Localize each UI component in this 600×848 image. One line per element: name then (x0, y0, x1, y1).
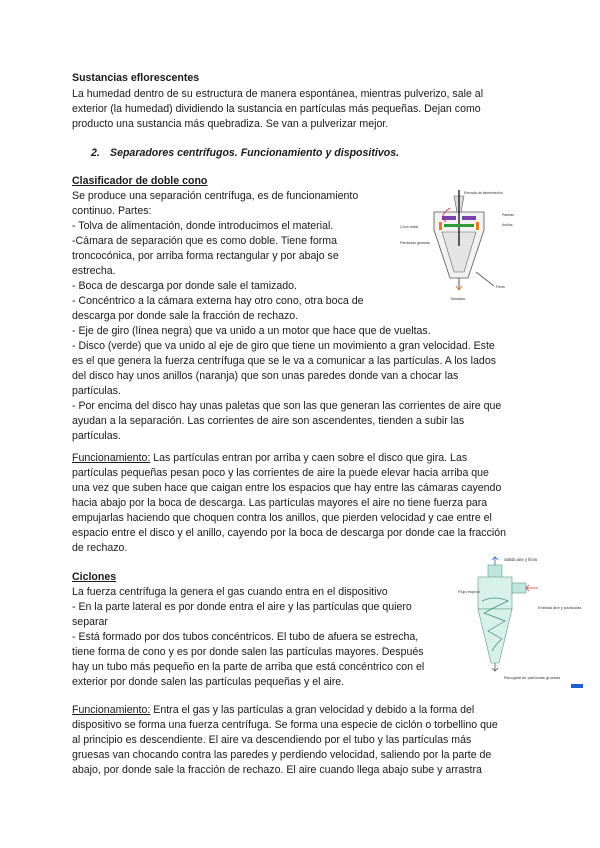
paragraph-line: estrecha. (72, 265, 116, 277)
paragraph-line: exterior (la humedad) dividiendo la sustancia en partículas más pequeñas. Dejan como (72, 103, 481, 115)
paragraph-line: producto una sustancia más quebradiza. Se van a pulverizar mejor. (72, 118, 389, 130)
inlet-shape (512, 583, 526, 593)
figure-label-left-mid: Partículas gruesas (400, 241, 430, 245)
section-number: 2. (91, 147, 100, 159)
fines-outlet-line (476, 272, 494, 286)
paragraph-line: descarga por donde sale la fracción de rechazo. (72, 310, 299, 322)
paragraph-line: es el que genera la fuerza centrífuga que se le va a comunicar a las partículas. A los lados (72, 355, 497, 367)
paragraph-line: -Cámara de separación que es como doble. Tiene forma (72, 235, 337, 247)
figure-label-right-mid: Anillos (502, 223, 513, 227)
paragraph-line: hay un tubo más pequeño en la parte de arriba que está concéntrico con el (72, 661, 425, 673)
figure-label-bottom: Tamizado (450, 297, 466, 301)
figure-label-right: Entrada aire y partículas (538, 605, 582, 610)
paragraph-line: Se produce una separación centrífuga, es de funcionamiento (72, 190, 359, 202)
paragraph-line: gruesas van chocando contra las paredes y perdiendo velocidad, saliendo por la parte de (72, 749, 492, 761)
paddle-right (462, 216, 476, 220)
figure-label-top: Entrada de alimentación (464, 191, 503, 195)
cyclone-figure (458, 555, 582, 690)
paragraph-line: empujarlas haciendo que choquen contra los anillos, que pierden velocidad y cae entre el (72, 512, 492, 524)
paragraph-line: - Está formado por dos tubos concéntricos. El tubo de afuera se estrecha, (72, 631, 419, 643)
paragraph-line: - Boca de descarga por donde sale el tamizado. (72, 280, 297, 292)
inlet-arrow-icon (526, 585, 538, 591)
paragraph-line: al principio es descendiente. El aire va descendiendo por el tubo y las partículas más (72, 734, 472, 746)
paragraph-line: abajo, por donde sale la fracción de rechazo. El aire cuando llega abajo sube y arrastra (72, 764, 482, 776)
ring-left (439, 222, 442, 230)
paragraph-line: partículas pequeñas pesan poco y las corrientes de aire la puede elevar hacia arriba que (72, 467, 489, 479)
paragraph-line: - Concéntrico a la cámara externa hay otro cono, otra boca de (72, 295, 364, 307)
paragraph-text: Las partículas entran por arriba y caen sobre el disco que gira. Las (150, 452, 468, 464)
figure-label-top: Salida aire y finos (504, 557, 538, 562)
paragraph-line (72, 703, 474, 718)
paragraph-line: partículas. (72, 430, 121, 442)
paragraph-line: de rechazo. (72, 542, 128, 554)
funcionamiento-label: Funcionamiento: (72, 704, 151, 716)
paragraph-line: una vez que suben hace que caigan entre los espacios que hay entre las cámaras cayendo (72, 482, 502, 494)
paragraph-line: La fuerza centrífuga la genera el gas cuando entra en el dispositivo (72, 586, 388, 598)
figure-label-right-top: Paletas (502, 213, 514, 217)
paragraph-line: ayudan a la separación. Las corrientes de aire son ascendentes, tienden a subir las (72, 415, 465, 427)
paragraph-line: - Eje de giro (línea negra) que va unido a un motor que hace que de vueltas. (72, 325, 431, 337)
paragraph-line: exterior por donde salen las partículas pequeñas y el aire. (72, 676, 345, 688)
figure-label-left: Cono doble (400, 225, 419, 229)
subsection-title-ciclones: Ciclones (72, 571, 117, 583)
paragraph-line: tiene forma de cono y es por donde salen las partículas mayores. Después (72, 646, 424, 658)
paragraph-line: partículas. (72, 385, 121, 397)
exit-arrow-icon (492, 557, 498, 565)
paragraph-text: Entra el gas y las partículas a gran velocidad y debido a la forma del (150, 704, 475, 716)
paddle-left (442, 216, 456, 220)
figure-label-bottom: Recogida de partículas gruesas (504, 675, 561, 680)
section-heading: Separadores centrífugos. Funcionamiento y dispositivos. (110, 147, 400, 159)
paragraph-line: - Por encima del disco hay unas paletas que son las que generan las corrientes de aire que (72, 400, 502, 412)
paragraph-line: del disco hay unos anillos (naranja) que son unas paredes donde van a chocar las (72, 370, 459, 382)
figure-label-bottom-right: Finos (496, 285, 505, 289)
disc-green (444, 224, 474, 227)
paragraph-line: hacia abajo por la boca de descarga. Las partículas mayores el aire no tiene fuerza para (72, 497, 488, 509)
figure-label-left: Flujo espiral (458, 589, 480, 594)
paragraph-line: continuo. Partes: (72, 205, 152, 217)
funcionamiento-label: Funcionamiento: (72, 452, 151, 464)
paragraph-line: - Disco (verde) que va unido al eje de giro que tiene un movimiento a gran velocidad. Este (72, 340, 495, 352)
paragraph-line: troncocónica, por arriba forma rectangular y por abajo se (72, 250, 339, 262)
double-cone-classifier-figure (398, 186, 528, 306)
paragraph-line: La humedad dentro de su estructura de manera espontánea, mientras pulverizo, sale al (72, 88, 484, 100)
paragraph-line: dispositivo se forma una fuerza centrífuga. Se forma una especie de ciclón o torbellino que (72, 719, 498, 731)
paragraph-line: - En la parte lateral es por donde entra el aire y las partículas que quiero (72, 601, 412, 613)
paragraph-line: espacio entre el disco y el anillo, cayendo por la boca de descarga por donde cae la fracción (72, 527, 507, 539)
paragraph-line: - Tolva de alimentación, donde introducimos el material. (72, 220, 334, 232)
section-title-eflorescentes: Sustancias eflorescentes (72, 72, 200, 84)
bottom-arrow-icon (492, 663, 498, 671)
margin-marker (571, 684, 583, 688)
ring-right (476, 222, 479, 230)
cyclone-body-shape (478, 577, 512, 609)
subsection-title-clasificador: Clasificador de doble cono (72, 175, 208, 187)
paragraph-line (72, 451, 467, 466)
paragraph-line: separar (72, 616, 108, 628)
